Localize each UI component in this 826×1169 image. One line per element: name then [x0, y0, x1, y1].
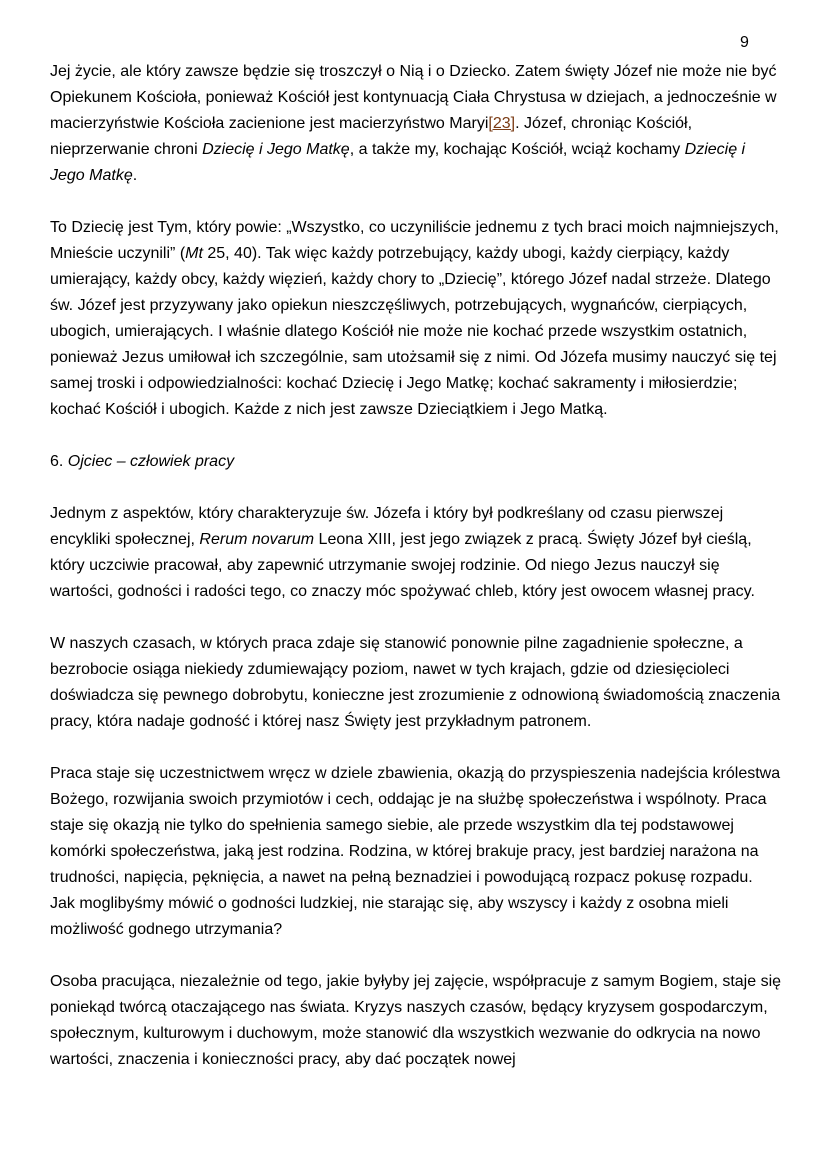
paragraph-text: Jednym z aspektów, który charakteryzuje św. Józefa i który był podkreślany od czasu pierwszej encykliki społecznej,	[50, 505, 724, 548]
paragraph-6: Osoba pracująca, niezależnie od tego, jakie byłyby jej zajęcie, współpracuje z samym Bogiem, staje się poniekąd twórcą otaczającego nas świata. Kryzys naszych czasów, będący kryzysem gospodarczym, społecznym, kulturowym i duchowym, może stanowić dla wszystkich wezwanie do odkrycia na nowo wartości, znaczenia i konieczności pracy, aby dać początek nowej	[50, 973, 782, 1068]
paragraph-2	[50, 215, 782, 423]
section-heading	[50, 449, 782, 475]
paragraph-text: To Dziecię jest Tym, który powie: „Wszystko, co uczyniliście jednemu z tych braci moich najmniejszych, Mnieście uczynili” (	[50, 219, 779, 262]
paragraph-text: Leona XIII, jest jego związek z pracą. Święty Józef był cieślą, który uczciwie pracował, aby zapewnić utrzymanie swojej rodzinie. Od niego Jezus nauczył się wartości, godności i radości tego, co znaczy móc spożywać chleb, który jest owocem własnej pracy.	[50, 531, 755, 600]
paragraph-text: . Józef, chroniąc Kościół, nieprzerwanie chroni	[50, 115, 693, 158]
document-body	[50, 59, 782, 1099]
footnote-link-23[interactable]: [23]	[488, 115, 516, 132]
section-title: Ojciec – człowiek pracy	[67, 453, 235, 470]
paragraph-3	[50, 501, 782, 605]
paragraph-5: Praca staje się uczestnictwem wręcz w dziele zbawienia, okazją do przyspieszenia nadejścia królestwa Bożego, rozwijania swoich przymiotów i cech, oddając je na służbę społeczeństwa i wspólnoty. Praca staje się okazją nie tylko do spełnienia samego siebie, ale przede wszystkim dla tej podstawowej komórki społeczeństwa, jaką jest rodzina. Rodzina, w której brakuje pracy, jest bardziej narażona na trudności, napięcia, pęknięcia, a nawet na pełną beznadziei i powodującą rozpacz pokusę rozpadu. Jak moglibyśmy mówić o godności ludzkiej, nie starając się, aby wszyscy i każdy z osobna mieli możliwość godnego utrzymania?	[50, 765, 781, 938]
page-number: 9	[740, 34, 749, 51]
encyclical-title: Rerum novarum	[199, 531, 315, 548]
paragraph-text: , a także my, kochając Kościół, wciąż kochamy	[349, 141, 685, 158]
emphasis-text: Dziecię i Jego Matkę	[50, 141, 746, 184]
paragraph-4: W naszych czasach, w których praca zdaje się stanowić ponownie pilne zagadnienie społeczne, a bezrobocie osiąga niekiedy zdumiewający poziom, nawet w tych krajach, gdzie od dziesięcioleci doświadcza się pewnego dobrobytu, konieczne jest zrozumienie z odnowioną świadomością znaczenia pracy, która nadaje godność i której nasz Święty jest przykładnym patronem.	[50, 635, 781, 730]
section-number: 6.	[50, 453, 68, 470]
paragraph-text: Jej życie, ale który zawsze będzie się troszczył o Nią i o Dziecko. Zatem święty Józef nie może nie być Opiekunem Kościoła, ponieważ Kościół jest kontynuacją Ciała Chrystusa w dziejach, a jednocześnie w macierzyństwie Kościoła zacienione jest macierzyństwo Maryi	[50, 63, 777, 132]
paragraph-text: .	[132, 167, 138, 184]
emphasis-text: Dziecię i Jego Matkę	[202, 141, 350, 158]
scripture-reference: Mt	[185, 245, 203, 262]
paragraph-text: 25, 40). Tak więc każdy potrzebujący, każdy ubogi, każdy cierpiący, każdy umierający, każdy obcy, każdy więzień, każdy chory to „Dziecię”, którego Józef nadal strzeże. Dlatego św. Józef jest przyzywany jako opiekun nieszczęśliwych, potrzebujących, wygnańców, cierpiących, ubogich, umierających. I właśnie dlatego Kościół nie może nie kochać przede wszystkim ostatnich, ponieważ Jezus umiłował ich szczególnie, sam utożsamił się z nimi. Od Józefa musimy nauczyć się tej samej troski i odpowiedzialności: kochać Dziecię i Jego Matkę; kochać sakramenty i miłosierdzie; kochać Kościół i ubogich. Każde z nich jest zawsze Dzieciątkiem i Jego Matką.	[50, 245, 777, 418]
paragraph-1	[50, 59, 782, 189]
